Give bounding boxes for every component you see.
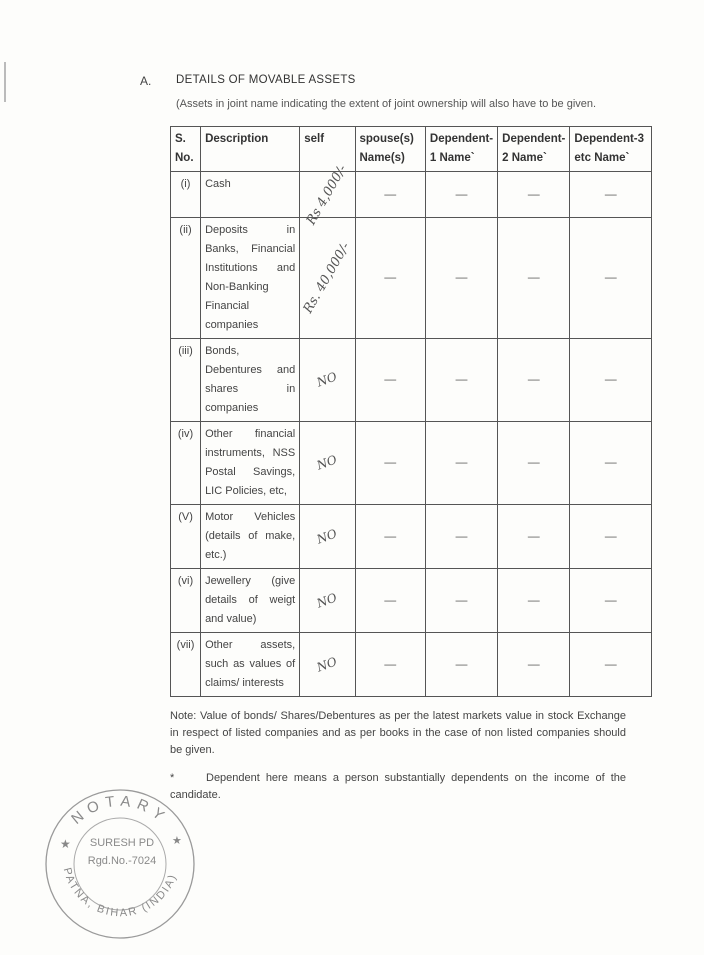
handwritten-entry: NO: [315, 369, 340, 390]
dash-mark: —: [383, 657, 397, 672]
dash-mark: —: [604, 529, 618, 544]
footnote-text: Dependent here means a person substantially dependents on the income of the candidate.: [170, 772, 626, 801]
handwritten-entry: Rs 4,000/-: [304, 161, 351, 228]
row-dependent-value: [498, 422, 570, 505]
stamp-graphic: [40, 780, 200, 940]
dash-mark: —: [383, 372, 397, 388]
handwritten-entry: NO: [315, 525, 340, 547]
dash-mark: —: [383, 455, 397, 471]
row-dependent-value: [425, 218, 497, 339]
row-description: Bonds, Debentures and shares in companies: [201, 339, 300, 422]
notary-stamp: [40, 780, 200, 940]
table-row: [171, 218, 652, 339]
row-dependent-value: [425, 505, 497, 569]
row-self-value: [300, 569, 355, 633]
table-row: [171, 422, 652, 505]
header-dependent-2: Dependent-2 Name`: [498, 127, 570, 172]
row-sno: (vi): [171, 569, 201, 633]
dash-mark: —: [455, 455, 469, 471]
row-dependent-value: [498, 569, 570, 633]
dash-mark: —: [527, 187, 541, 202]
dash-mark: —: [455, 593, 469, 608]
handwritten-entry: NO: [315, 589, 340, 611]
row-sno: (vii): [171, 633, 201, 697]
row-description: Deposits in Banks, Financial Institutions and Non-Banking Financial companies: [201, 218, 300, 339]
dash-mark: —: [527, 372, 541, 388]
dash-mark: —: [383, 593, 397, 608]
dash-mark: —: [527, 455, 541, 471]
dash-mark: —: [455, 529, 469, 544]
dash-mark: —: [527, 270, 541, 286]
row-dependent-value: [498, 339, 570, 422]
row-dependent-value: [570, 422, 652, 505]
row-description: Cash: [201, 172, 300, 218]
footnote: [170, 770, 626, 804]
section-title: DETAILS OF MOVABLE ASSETS: [176, 74, 356, 86]
header-sno: S. No.: [171, 127, 201, 172]
stamp-name: SURESH PD: [89, 837, 155, 849]
row-description: Jewellery (give details of weigt and value): [201, 569, 300, 633]
row-dependent-value: [570, 218, 652, 339]
row-self-value: [300, 339, 355, 422]
row-dependent-value: [425, 172, 497, 218]
dash-mark: —: [527, 657, 541, 672]
row-dependent-value: [355, 339, 425, 422]
dash-mark: —: [604, 270, 618, 286]
row-sno: (i): [171, 172, 201, 218]
row-description: Other financial instruments, NSS Postal Savings, LIC Policies, etc,: [201, 422, 300, 505]
star-icon: ★: [172, 835, 182, 847]
row-self-value: [300, 218, 355, 339]
row-dependent-value: [355, 218, 425, 339]
star-icon: ★: [60, 837, 71, 851]
row-dependent-value: [570, 339, 652, 422]
table-row: [171, 339, 652, 422]
row-sno: (ii): [171, 218, 201, 339]
dash-mark: —: [604, 372, 618, 388]
row-dependent-value: [355, 633, 425, 697]
row-description: Other assets, such as values of claims/ interests: [201, 633, 300, 697]
row-dependent-value: [355, 505, 425, 569]
row-self-value: [300, 505, 355, 569]
row-dependent-value: [355, 569, 425, 633]
stamp-top-text: NOTARY: [68, 792, 172, 828]
dash-mark: —: [527, 529, 541, 544]
row-sno: (iv): [171, 422, 201, 505]
dash-mark: —: [527, 593, 541, 608]
row-self-value: [300, 161, 355, 228]
dash-mark: —: [604, 593, 618, 608]
stamp-bottom-text: PATNA, BIHAR (INDIA): [60, 866, 180, 920]
row-sno: (iii): [171, 339, 201, 422]
row-dependent-value: [498, 218, 570, 339]
row-dependent-value: [425, 569, 497, 633]
table-row: [171, 633, 652, 697]
footnote-marker: *: [170, 772, 175, 784]
note-text: Note: Value of bonds/ Shares/Debentures as per the latest markets value in stock Exchange in respect of listed companies and as per books in the case of non listed companies should be given.: [170, 710, 626, 756]
table-row: [171, 569, 652, 633]
dash-mark: —: [383, 529, 397, 544]
row-description: Motor Vehicles (details of make, etc.): [201, 505, 300, 569]
table-header-row: [171, 127, 652, 172]
dash-mark: —: [455, 187, 469, 202]
header-self: self: [300, 127, 355, 172]
scan-mark: [4, 62, 6, 102]
dash-mark: —: [604, 657, 618, 672]
dash-mark: —: [455, 270, 469, 286]
handwritten-entry: NO: [315, 653, 340, 675]
row-dependent-value: [498, 172, 570, 218]
dash-mark: —: [604, 455, 618, 471]
row-sno: (V): [171, 505, 201, 569]
stamp-reg: Rgd.No.-7024: [87, 855, 157, 867]
dash-mark: —: [383, 270, 397, 286]
header-spouse: spouse(s) Name(s): [355, 127, 425, 172]
row-dependent-value: [498, 505, 570, 569]
row-self-value: [300, 422, 355, 505]
table-row: [171, 172, 652, 218]
handwritten-entry: Rs. 40,000/-: [301, 240, 354, 316]
row-dependent-value: [355, 422, 425, 505]
dash-mark: —: [455, 372, 469, 388]
dash-mark: —: [455, 657, 469, 672]
row-dependent-value: [570, 172, 652, 218]
row-dependent-value: [570, 569, 652, 633]
svg-text:PATNA, BIHAR (INDIA): [61, 866, 180, 919]
handwritten-entry: NO: [315, 452, 340, 473]
row-dependent-value: [425, 339, 497, 422]
row-dependent-value: [570, 633, 652, 697]
row-dependent-value: [570, 505, 652, 569]
header-description: Description: [201, 127, 300, 172]
row-dependent-value: [425, 633, 497, 697]
dash-mark: —: [604, 187, 618, 202]
row-dependent-value: [425, 422, 497, 505]
row-dependent-value: [355, 172, 425, 218]
movable-assets-table: [170, 126, 652, 697]
row-dependent-value: [498, 633, 570, 697]
dash-mark: —: [383, 187, 397, 202]
section-letter: A.: [140, 74, 152, 88]
svg-text:NOTARY: [68, 793, 172, 828]
row-self-value: [300, 633, 355, 697]
header-dependent-1: Dependent-1 Name`: [425, 127, 497, 172]
section-subtitle: (Assets in joint name indicating the extent of joint ownership will also have to be given.: [176, 98, 597, 110]
table-row: [171, 505, 652, 569]
header-dependent-3: Dependent-3 etc Name`: [570, 127, 652, 172]
